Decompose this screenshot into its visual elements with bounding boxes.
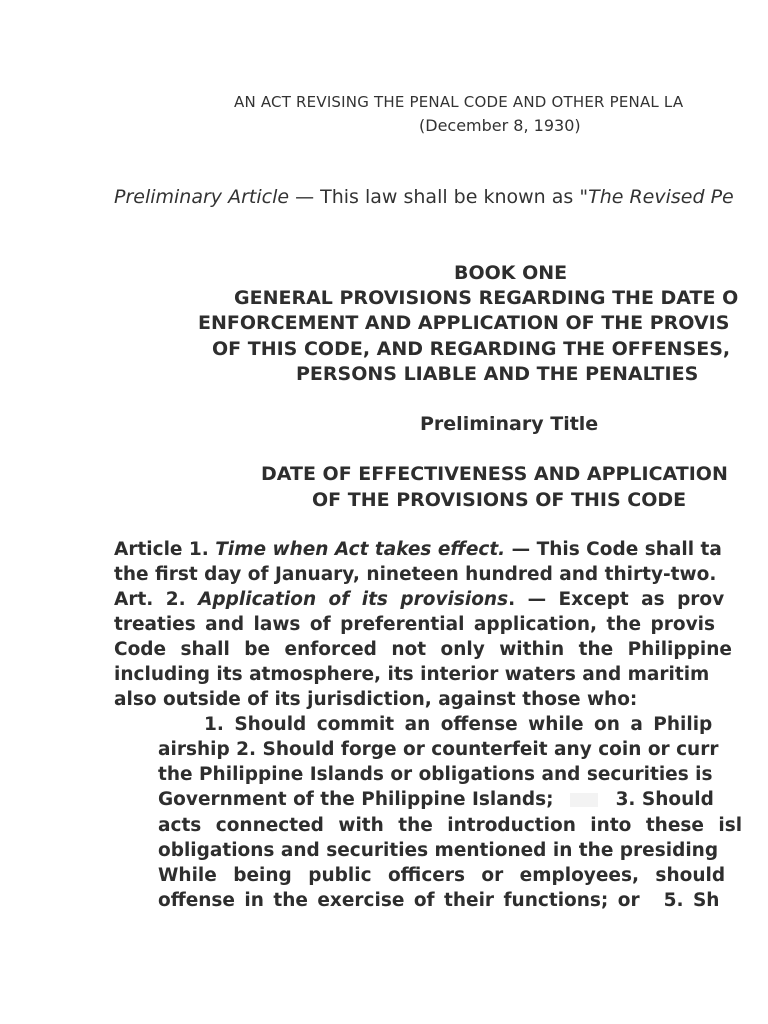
article-2-heading — [114, 589, 724, 610]
preliminary-article — [114, 186, 734, 208]
article-2-line-5: also outside of its jurisdiction, against those who: — [114, 689, 638, 710]
preliminary-title: Preliminary Title — [420, 413, 599, 435]
item-line-1: 1. Should commit an offense while on a Philip — [204, 714, 713, 735]
item-line-3: the Philippine Islands or obligations and securities is — [158, 764, 713, 785]
item-line-6: obligations and securities mentioned in the presiding — [158, 840, 719, 861]
preliminary-article-label: Preliminary Article — [114, 186, 290, 208]
blank-gap — [570, 793, 598, 807]
act-date: (December 8, 1930) — [419, 116, 581, 135]
preliminary-title-line-2: OF THE PROVISIONS OF THIS CODE — [312, 489, 687, 511]
article-2-line-2: treaties and laws of preferential application, the provis — [114, 614, 716, 635]
preliminary-article-quote: "The Revised Pe — [579, 186, 734, 208]
item-5-start: 5. Sh — [663, 890, 720, 911]
article-2-text: . — Except as prov — [508, 589, 725, 610]
article-2-label: Art. 2. — [114, 589, 199, 610]
item-line-4 — [158, 789, 714, 810]
article-1-line-2: the first day of January, nineteen hundred and thirty-two. — [114, 564, 717, 585]
article-1-text: — This Code shall ta — [505, 539, 722, 560]
item-line-8-text: offense in the exercise of their functions; or — [158, 890, 640, 911]
preliminary-article-text: — This law shall be known as — [289, 186, 580, 208]
book-heading-line-4: PERSONS LIABLE AND THE PENALTIES — [296, 363, 699, 385]
article-1-label: Article 1. — [114, 539, 216, 560]
book-heading-line-1: GENERAL PROVISIONS REGARDING THE DATE O — [234, 287, 739, 309]
item-line-5: acts connected with the introduction into these isl — [158, 815, 743, 836]
article-1-title: Time when Act takes effect. — [215, 539, 506, 560]
item-3-start: 3. Should — [615, 789, 714, 810]
article-2-line-4: including its atmosphere, its interior waters and maritim — [114, 664, 710, 685]
book-heading-line-2: ENFORCEMENT AND APPLICATION OF THE PROVIS — [198, 312, 730, 334]
item-line-2: airship 2. Should forge or counterfeit any coin or curr — [158, 739, 719, 760]
book-one-heading: BOOK ONE — [454, 262, 568, 284]
item-line-8 — [158, 890, 719, 911]
book-heading-line-3: OF THIS CODE, AND REGARDING THE OFFENSES, — [212, 338, 731, 360]
article-2-line-3: Code shall be enforced not only within the Philippine — [114, 639, 732, 660]
item-line-4-text: Government of the Philippine Islands; — [158, 789, 554, 810]
preliminary-title-line-1: DATE OF EFFECTIVENESS AND APPLICATION — [261, 463, 728, 485]
act-title: AN ACT REVISING THE PENAL CODE AND OTHER PENAL LA — [234, 93, 684, 111]
item-line-7: While being public officers or employees, should — [158, 865, 726, 886]
article-2-title: Application of its provisions — [198, 589, 509, 610]
article-1-heading — [114, 539, 722, 560]
